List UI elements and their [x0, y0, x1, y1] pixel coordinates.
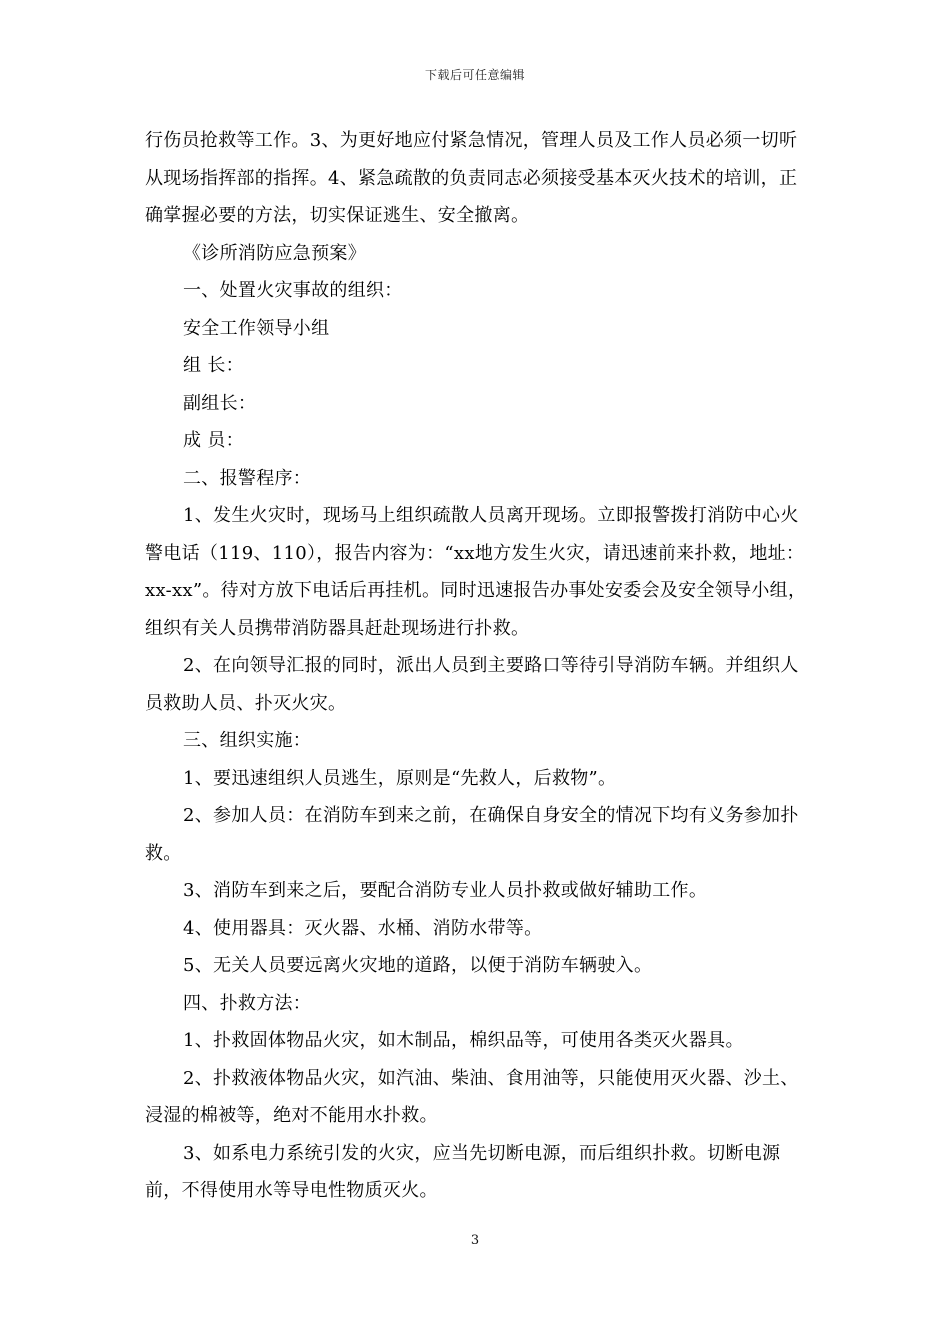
section-heading: 四、扑救方法：	[183, 992, 312, 1014]
paragraph: 3、消防车到来之后，要配合消防专业人员扑救或做好辅助工作。	[183, 880, 708, 901]
paragraph: 4、使用器具：灭火器、水桶、消防水带等。	[183, 917, 543, 939]
paragraph: 行伤员抢救等工作。3、为更好地应付紧急情况，管理人员及工作人员必须一切听从现场指挥部的指挥。4、紧急疏散的负责同志必须接受基本灭火技术的培训，正确掌握必要的方法，切实保证逃生、安全撤离。	[145, 130, 798, 226]
document-body	[145, 122, 810, 1210]
page-header: 下载后可任意编辑	[424, 68, 525, 82]
paragraph: 5、无关人员要远离火灾地的道路，以便于消防车辆驶入。	[183, 955, 653, 976]
paragraph: 2、扑救液体物品火灾，如汽油、柴油、食用油等，只能使用灭火器、沙土、浸湿的棉被等，绝对不能用水扑救。	[145, 1067, 799, 1126]
section-heading: 三、组织实施：	[183, 730, 312, 751]
paragraph: 1、要迅速组织人员逃生，原则是“先救人，后救物”。	[183, 767, 617, 789]
paragraph: 2、参加人员：在消防车到来之前，在确保自身安全的情况下均有义务参加扑救。	[145, 805, 799, 864]
page-number: 3	[470, 1233, 480, 1248]
section-heading: 二、报警程序：	[183, 467, 312, 489]
section-heading: 一、处置火灾事故的组织：	[183, 280, 403, 301]
paragraph: 2、在向领导汇报的同时，派出人员到主要路口等待引导消防车辆。并组织人员救助人员、扑灭火灾。	[145, 655, 799, 714]
paragraph: 组 长：	[183, 355, 244, 376]
paragraph: 1、发生火灾时，现场马上组织疏散人员离开现场。立即报警拨打消防中心火警电话（119、110），报告内容为：“xx地方发生火灾，请迅速前来扑救，地址：xx-xx”。待对方放下电话后再挂机。同时迅速报告办事处安委会及安全领导小组，组织有关人员携带消防器具赶赴现场进行扑救。	[145, 505, 807, 639]
paragraph: 副组长：	[183, 392, 257, 414]
paragraph: 安全工作领导小组	[183, 317, 330, 339]
paragraph: 3、如系电力系统引发的火灾，应当先切断电源，而后组织扑救。切断电源前，不得使用水等导电性物质灭火。	[145, 1142, 781, 1201]
paragraph: 成 员：	[183, 430, 244, 451]
paragraph: 1、扑救固体物品火灾，如木制品，棉织品等，可使用各类灭火器具。	[183, 1030, 744, 1051]
document-title: 《诊所消防应急预案》	[183, 242, 366, 264]
